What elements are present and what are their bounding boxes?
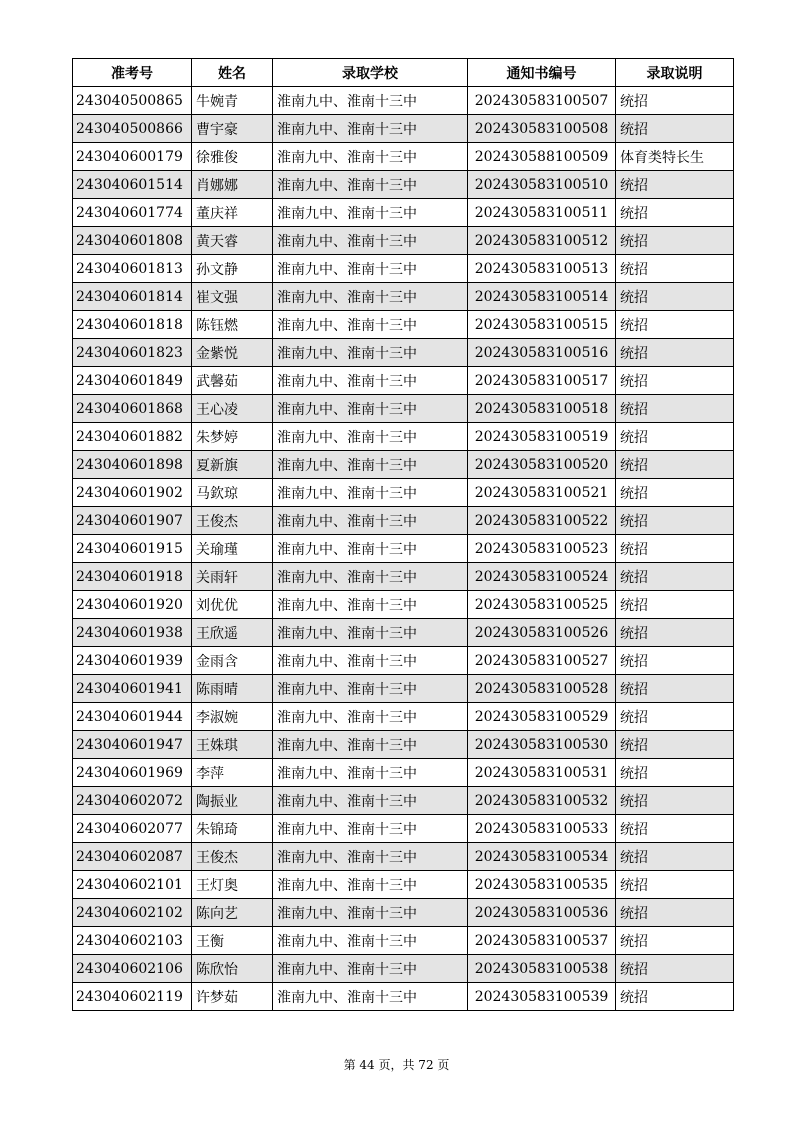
cell-school: 淮南九中、淮南十三中 bbox=[273, 535, 468, 563]
cell-school: 淮南九中、淮南十三中 bbox=[273, 843, 468, 871]
cell-school: 淮南九中、淮南十三中 bbox=[273, 591, 468, 619]
cell-admission-note: 统招 bbox=[616, 787, 734, 815]
table-row bbox=[73, 507, 734, 535]
cell-school: 淮南九中、淮南十三中 bbox=[273, 507, 468, 535]
cell-name: 李淑婉 bbox=[192, 703, 273, 731]
cell-name: 王衡 bbox=[192, 927, 273, 955]
cell-ticket-number: 243040601947 bbox=[73, 731, 192, 759]
cell-name: 夏新旗 bbox=[192, 451, 273, 479]
cell-name: 陈雨晴 bbox=[192, 675, 273, 703]
cell-school: 淮南九中、淮南十三中 bbox=[273, 955, 468, 983]
cell-admission-note: 统招 bbox=[616, 283, 734, 311]
table-row bbox=[73, 535, 734, 563]
cell-school: 淮南九中、淮南十三中 bbox=[273, 87, 468, 115]
cell-notice-number: 202430583100512 bbox=[468, 227, 616, 255]
cell-admission-note: 统招 bbox=[616, 731, 734, 759]
cell-ticket-number: 243040601915 bbox=[73, 535, 192, 563]
cell-ticket-number: 243040601808 bbox=[73, 227, 192, 255]
cell-notice-number: 202430583100531 bbox=[468, 759, 616, 787]
table-row bbox=[73, 395, 734, 423]
cell-ticket-number: 243040601907 bbox=[73, 507, 192, 535]
cell-admission-note: 统招 bbox=[616, 311, 734, 339]
cell-notice-number: 202430583100523 bbox=[468, 535, 616, 563]
cell-admission-note: 统招 bbox=[616, 591, 734, 619]
cell-school: 淮南九中、淮南十三中 bbox=[273, 367, 468, 395]
cell-notice-number: 202430583100525 bbox=[468, 591, 616, 619]
table-row bbox=[73, 843, 734, 871]
cell-ticket-number: 243040601939 bbox=[73, 647, 192, 675]
cell-school: 淮南九中、淮南十三中 bbox=[273, 255, 468, 283]
header-name: 姓名 bbox=[192, 59, 273, 87]
cell-notice-number: 202430583100536 bbox=[468, 899, 616, 927]
cell-ticket-number: 243040602072 bbox=[73, 787, 192, 815]
header-ticket-number: 准考号 bbox=[73, 59, 192, 87]
cell-notice-number: 202430583100526 bbox=[468, 619, 616, 647]
table-row bbox=[73, 143, 734, 171]
table-row bbox=[73, 311, 734, 339]
header-school: 录取学校 bbox=[273, 59, 468, 87]
cell-ticket-number: 243040602119 bbox=[73, 983, 192, 1011]
cell-admission-note: 统招 bbox=[616, 171, 734, 199]
cell-school: 淮南九中、淮南十三中 bbox=[273, 115, 468, 143]
cell-school: 淮南九中、淮南十三中 bbox=[273, 479, 468, 507]
cell-name: 朱锦琦 bbox=[192, 815, 273, 843]
table-row bbox=[73, 339, 734, 367]
cell-school: 淮南九中、淮南十三中 bbox=[273, 675, 468, 703]
cell-name: 牛婉青 bbox=[192, 87, 273, 115]
cell-name: 金雨含 bbox=[192, 647, 273, 675]
cell-admission-note: 统招 bbox=[616, 451, 734, 479]
cell-notice-number: 202430583100530 bbox=[468, 731, 616, 759]
table-row bbox=[73, 927, 734, 955]
cell-ticket-number: 243040602106 bbox=[73, 955, 192, 983]
cell-admission-note: 统招 bbox=[616, 507, 734, 535]
cell-admission-note: 统招 bbox=[616, 927, 734, 955]
cell-notice-number: 202430583100538 bbox=[468, 955, 616, 983]
cell-admission-note: 统招 bbox=[616, 983, 734, 1011]
cell-school: 淮南九中、淮南十三中 bbox=[273, 619, 468, 647]
cell-admission-note: 统招 bbox=[616, 227, 734, 255]
cell-name: 孙文静 bbox=[192, 255, 273, 283]
cell-admission-note: 统招 bbox=[616, 871, 734, 899]
cell-notice-number: 202430583100513 bbox=[468, 255, 616, 283]
table-row bbox=[73, 787, 734, 815]
table-row bbox=[73, 647, 734, 675]
cell-name: 陶振业 bbox=[192, 787, 273, 815]
cell-admission-note: 统招 bbox=[616, 815, 734, 843]
cell-school: 淮南九中、淮南十三中 bbox=[273, 339, 468, 367]
cell-ticket-number: 243040601941 bbox=[73, 675, 192, 703]
cell-ticket-number: 243040601920 bbox=[73, 591, 192, 619]
cell-notice-number: 202430583100537 bbox=[468, 927, 616, 955]
cell-school: 淮南九中、淮南十三中 bbox=[273, 451, 468, 479]
table-row bbox=[73, 255, 734, 283]
cell-notice-number: 202430583100515 bbox=[468, 311, 616, 339]
cell-ticket-number: 243040602102 bbox=[73, 899, 192, 927]
table-row bbox=[73, 815, 734, 843]
cell-notice-number: 202430583100532 bbox=[468, 787, 616, 815]
page-number: 第 44 页，共 72 页 bbox=[343, 1058, 450, 1072]
cell-ticket-number: 243040601944 bbox=[73, 703, 192, 731]
cell-admission-note: 统招 bbox=[616, 255, 734, 283]
cell-admission-note: 统招 bbox=[616, 647, 734, 675]
cell-admission-note: 统招 bbox=[616, 843, 734, 871]
cell-admission-note: 统招 bbox=[616, 955, 734, 983]
cell-admission-note: 统招 bbox=[616, 759, 734, 787]
cell-notice-number: 202430588100509 bbox=[468, 143, 616, 171]
cell-school: 淮南九中、淮南十三中 bbox=[273, 983, 468, 1011]
cell-ticket-number: 243040602077 bbox=[73, 815, 192, 843]
cell-name: 董庆祥 bbox=[192, 199, 273, 227]
cell-admission-note: 统招 bbox=[616, 675, 734, 703]
table-header-row bbox=[73, 59, 734, 87]
cell-name: 黄天睿 bbox=[192, 227, 273, 255]
cell-notice-number: 202430583100533 bbox=[468, 815, 616, 843]
cell-notice-number: 202430583100511 bbox=[468, 199, 616, 227]
cell-ticket-number: 243040602103 bbox=[73, 927, 192, 955]
cell-notice-number: 202430583100520 bbox=[468, 451, 616, 479]
cell-ticket-number: 243040602101 bbox=[73, 871, 192, 899]
table-row bbox=[73, 871, 734, 899]
header-notice-number: 通知书编号 bbox=[468, 59, 616, 87]
cell-notice-number: 202430583100535 bbox=[468, 871, 616, 899]
cell-school: 淮南九中、淮南十三中 bbox=[273, 199, 468, 227]
table-row bbox=[73, 479, 734, 507]
cell-admission-note: 体育类特长生 bbox=[616, 143, 734, 171]
table-row bbox=[73, 759, 734, 787]
cell-school: 淮南九中、淮南十三中 bbox=[273, 927, 468, 955]
cell-admission-note: 统招 bbox=[616, 115, 734, 143]
cell-ticket-number: 243040601818 bbox=[73, 311, 192, 339]
cell-name: 王欣遥 bbox=[192, 619, 273, 647]
cell-ticket-number: 243040601774 bbox=[73, 199, 192, 227]
table-row bbox=[73, 171, 734, 199]
cell-notice-number: 202430583100508 bbox=[468, 115, 616, 143]
cell-ticket-number: 243040601514 bbox=[73, 171, 192, 199]
cell-name: 马欽琼 bbox=[192, 479, 273, 507]
cell-ticket-number: 243040601814 bbox=[73, 283, 192, 311]
cell-name: 王俊杰 bbox=[192, 843, 273, 871]
table-row bbox=[73, 283, 734, 311]
cell-notice-number: 202430583100507 bbox=[468, 87, 616, 115]
cell-notice-number: 202430583100528 bbox=[468, 675, 616, 703]
cell-notice-number: 202430583100522 bbox=[468, 507, 616, 535]
cell-notice-number: 202430583100517 bbox=[468, 367, 616, 395]
table-row bbox=[73, 367, 734, 395]
cell-name: 朱梦婷 bbox=[192, 423, 273, 451]
cell-name: 金紫悦 bbox=[192, 339, 273, 367]
table-row bbox=[73, 983, 734, 1011]
cell-notice-number: 202430583100519 bbox=[468, 423, 616, 451]
cell-ticket-number: 243040601849 bbox=[73, 367, 192, 395]
cell-notice-number: 202430583100521 bbox=[468, 479, 616, 507]
cell-name: 陈钰燃 bbox=[192, 311, 273, 339]
table-row bbox=[73, 563, 734, 591]
cell-name: 曹宇豪 bbox=[192, 115, 273, 143]
cell-notice-number: 202430583100529 bbox=[468, 703, 616, 731]
cell-name: 李萍 bbox=[192, 759, 273, 787]
cell-school: 淮南九中、淮南十三中 bbox=[273, 227, 468, 255]
cell-ticket-number: 243040601898 bbox=[73, 451, 192, 479]
table-row bbox=[73, 731, 734, 759]
cell-name: 王心凌 bbox=[192, 395, 273, 423]
cell-ticket-number: 243040601823 bbox=[73, 339, 192, 367]
table-row bbox=[73, 87, 734, 115]
cell-notice-number: 202430583100514 bbox=[468, 283, 616, 311]
table-row bbox=[73, 675, 734, 703]
cell-name: 许梦茹 bbox=[192, 983, 273, 1011]
admission-table bbox=[72, 58, 734, 1011]
cell-school: 淮南九中、淮南十三中 bbox=[273, 703, 468, 731]
cell-school: 淮南九中、淮南十三中 bbox=[273, 647, 468, 675]
cell-name: 徐雅俊 bbox=[192, 143, 273, 171]
cell-name: 武馨茹 bbox=[192, 367, 273, 395]
cell-school: 淮南九中、淮南十三中 bbox=[273, 731, 468, 759]
cell-ticket-number: 243040601938 bbox=[73, 619, 192, 647]
cell-name: 崔文强 bbox=[192, 283, 273, 311]
cell-admission-note: 统招 bbox=[616, 563, 734, 591]
table-row bbox=[73, 451, 734, 479]
table-body bbox=[73, 87, 734, 1011]
cell-ticket-number: 243040500865 bbox=[73, 87, 192, 115]
cell-name: 陈欣怡 bbox=[192, 955, 273, 983]
header-admission-note: 录取说明 bbox=[616, 59, 734, 87]
cell-school: 淮南九中、淮南十三中 bbox=[273, 815, 468, 843]
cell-admission-note: 统招 bbox=[616, 535, 734, 563]
cell-admission-note: 统招 bbox=[616, 339, 734, 367]
cell-school: 淮南九中、淮南十三中 bbox=[273, 143, 468, 171]
table-row bbox=[73, 899, 734, 927]
cell-admission-note: 统招 bbox=[616, 395, 734, 423]
cell-name: 王灯奥 bbox=[192, 871, 273, 899]
cell-admission-note: 统招 bbox=[616, 703, 734, 731]
table-row bbox=[73, 199, 734, 227]
table-row bbox=[73, 703, 734, 731]
table-row bbox=[73, 227, 734, 255]
cell-school: 淮南九中、淮南十三中 bbox=[273, 759, 468, 787]
cell-name: 陈向艺 bbox=[192, 899, 273, 927]
cell-school: 淮南九中、淮南十三中 bbox=[273, 171, 468, 199]
cell-name: 王姝琪 bbox=[192, 731, 273, 759]
cell-school: 淮南九中、淮南十三中 bbox=[273, 423, 468, 451]
cell-ticket-number: 243040601969 bbox=[73, 759, 192, 787]
table-row bbox=[73, 619, 734, 647]
cell-school: 淮南九中、淮南十三中 bbox=[273, 899, 468, 927]
cell-admission-note: 统招 bbox=[616, 367, 734, 395]
table-row bbox=[73, 955, 734, 983]
cell-notice-number: 202430583100527 bbox=[468, 647, 616, 675]
cell-name: 关瑜瑾 bbox=[192, 535, 273, 563]
cell-school: 淮南九中、淮南十三中 bbox=[273, 395, 468, 423]
table-row bbox=[73, 423, 734, 451]
cell-ticket-number: 243040600179 bbox=[73, 143, 192, 171]
cell-ticket-number: 243040601902 bbox=[73, 479, 192, 507]
cell-admission-note: 统招 bbox=[616, 423, 734, 451]
cell-notice-number: 202430583100510 bbox=[468, 171, 616, 199]
cell-ticket-number: 243040601882 bbox=[73, 423, 192, 451]
cell-notice-number: 202430583100539 bbox=[468, 983, 616, 1011]
cell-school: 淮南九中、淮南十三中 bbox=[273, 871, 468, 899]
table-row bbox=[73, 115, 734, 143]
cell-notice-number: 202430583100524 bbox=[468, 563, 616, 591]
table-row bbox=[73, 591, 734, 619]
cell-ticket-number: 243040601813 bbox=[73, 255, 192, 283]
cell-name: 王俊杰 bbox=[192, 507, 273, 535]
cell-school: 淮南九中、淮南十三中 bbox=[273, 283, 468, 311]
cell-name: 刘优优 bbox=[192, 591, 273, 619]
cell-school: 淮南九中、淮南十三中 bbox=[273, 563, 468, 591]
cell-admission-note: 统招 bbox=[616, 899, 734, 927]
cell-admission-note: 统招 bbox=[616, 479, 734, 507]
cell-school: 淮南九中、淮南十三中 bbox=[273, 787, 468, 815]
cell-admission-note: 统招 bbox=[616, 199, 734, 227]
cell-notice-number: 202430583100534 bbox=[468, 843, 616, 871]
cell-admission-note: 统招 bbox=[616, 87, 734, 115]
cell-notice-number: 202430583100518 bbox=[468, 395, 616, 423]
cell-ticket-number: 243040601868 bbox=[73, 395, 192, 423]
cell-name: 关雨轩 bbox=[192, 563, 273, 591]
cell-notice-number: 202430583100516 bbox=[468, 339, 616, 367]
cell-ticket-number: 243040602087 bbox=[73, 843, 192, 871]
cell-ticket-number: 243040601918 bbox=[73, 563, 192, 591]
cell-admission-note: 统招 bbox=[616, 619, 734, 647]
cell-school: 淮南九中、淮南十三中 bbox=[273, 311, 468, 339]
cell-name: 肖娜娜 bbox=[192, 171, 273, 199]
cell-ticket-number: 243040500866 bbox=[73, 115, 192, 143]
